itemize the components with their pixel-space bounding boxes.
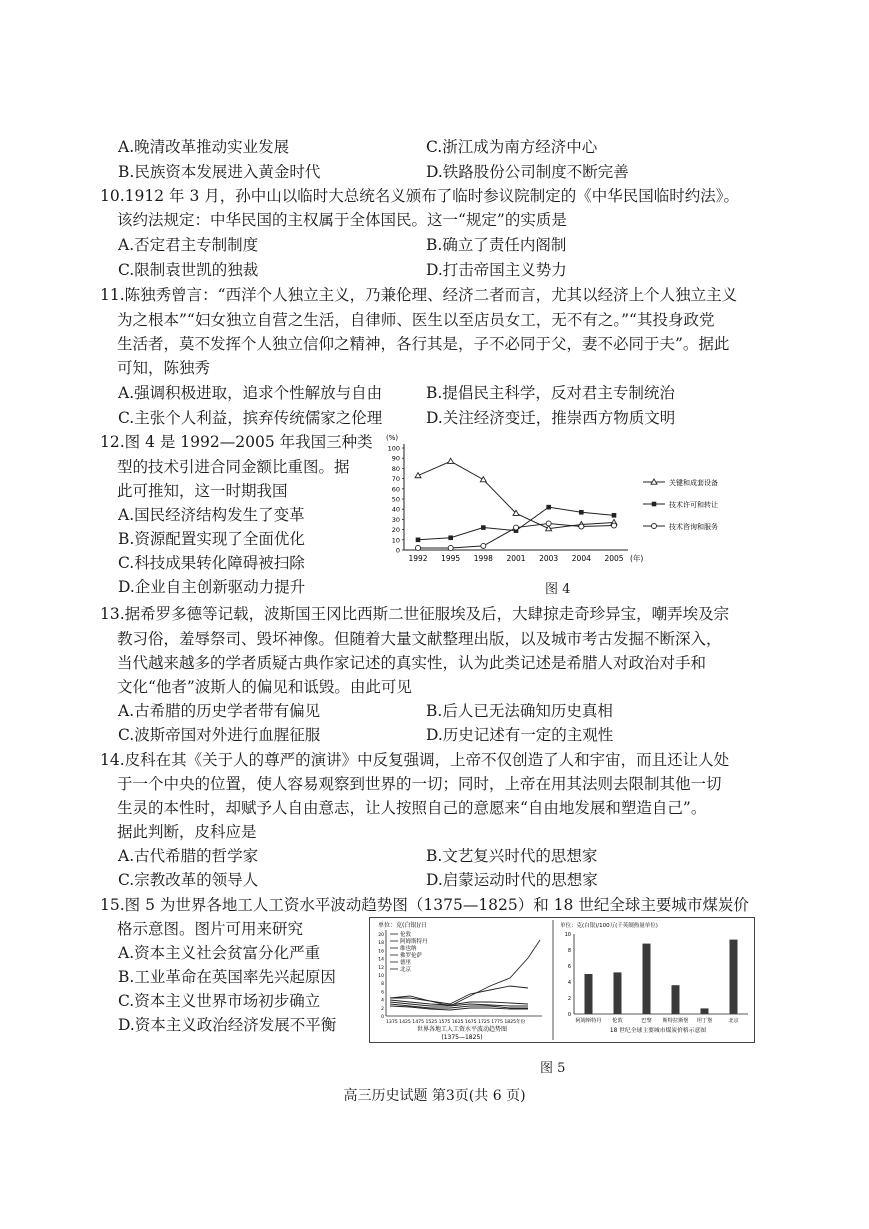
x-tick-label: 1995: [441, 554, 461, 563]
q10-stem-line-1: 10.1912 年 3 月，孙中山以临时大总统名义颁布了临时参议院制定的《中华民国临时约法》。: [100, 187, 739, 205]
fig5-left-y-tick: 10: [378, 974, 384, 979]
data-point-square: [579, 510, 584, 515]
figure-5-charts: [370, 918, 754, 1042]
fig5-left-y-tick: 18: [378, 941, 384, 947]
q11-option-a: A.强调积极进取，追求个性解放与自由: [118, 384, 383, 402]
fig5-city-label: 坦丁堡: [696, 1018, 713, 1024]
figure-4-caption: 图 4: [545, 582, 571, 597]
q12-option-d: D.企业自主创新驱动力提升: [118, 578, 306, 596]
data-point-triangle: [480, 477, 486, 482]
figure-5-caption: 图 5: [540, 1061, 566, 1076]
fig5-legend-label: 维也纳: [400, 946, 417, 952]
x-tick-label: 2003: [539, 554, 559, 563]
y-tick-label: 30: [391, 515, 400, 524]
y-tick-label: 90: [391, 454, 400, 463]
q13-option-a: A.古希腊的历史学者带有偏见: [118, 702, 321, 720]
data-point-circle: [612, 523, 617, 528]
fig5-left-y-tick: 0: [381, 1015, 384, 1020]
q12-stem-line-3: 此可推知，这一时期我国: [117, 482, 288, 500]
data-point-circle: [514, 525, 519, 530]
fig5-left-y-tick: 14: [378, 957, 384, 963]
q14-stem-line-4: 据此判断，皮科应是: [117, 823, 257, 841]
page-footer: 高三历史试题 第3页(共 6 页): [343, 1088, 526, 1104]
q9-option-a: A.晚清改革推动实业发展: [118, 138, 290, 156]
fig5-right-y-tick: 8: [567, 948, 571, 954]
fig5-right-y-tick: 2: [567, 996, 571, 1002]
fig5-left-caption: 世界各地工人工资水平波动趋势图: [416, 1026, 508, 1033]
q13-option-c: C.波斯帝国对外进行血腥征服: [118, 726, 321, 744]
y-tick-label: 70: [391, 475, 400, 484]
q13-option-b: B.后人已无法确知历史真相: [426, 702, 613, 720]
x-tick-label: 1998: [473, 554, 493, 563]
fig5-legend-label: 德里: [400, 960, 412, 966]
series-line: [418, 461, 614, 528]
fig5-right-y-tick: 6: [567, 964, 571, 970]
q11-stem-line-4: 可知，陈独秀: [117, 359, 211, 377]
q15-option-b: B.工业革命在英国率先兴起原因: [118, 968, 336, 986]
q14-stem-line-3: 生灵的本性时，却赋予人自由意志，让人按照自己的意愿来“自由地发展和塑造自己”。: [117, 799, 707, 817]
data-point-circle: [448, 545, 453, 550]
fig5-left-y-tick: 4: [381, 998, 384, 1004]
fig5-legend-label: 伦敦: [400, 932, 412, 938]
q13-option-d: D.历史记述有一定的主观性: [426, 726, 614, 744]
fig5-left-unit: 单位：克(白银)/日: [378, 922, 427, 929]
figure-4-line-chart: [378, 430, 758, 575]
fig5-left-y-tick: 12: [378, 965, 384, 971]
fig5-right-unit: 单位：克(白银)/100万(千英制热量单位): [560, 923, 658, 929]
q14-option-a: A.古代希腊的哲学家: [118, 847, 259, 865]
q10-stem-line-2: 该约法规定：中华民国的主权属于全体国民。这一“规定”的实质是: [117, 211, 567, 229]
q9-option-c: C.浙江成为南方经济中心: [426, 138, 598, 156]
y-tick-label: 40: [391, 505, 400, 514]
y-tick-label: 10: [391, 536, 400, 545]
q11-option-b: B.提倡民主科学，反对君主专制统治: [426, 384, 675, 402]
q10-option-a: A.否定君主专制制度: [118, 236, 259, 254]
data-point-square: [612, 513, 617, 518]
fig5-right-y-tick: 4: [567, 980, 571, 986]
fig5-legend-label: 北京: [400, 967, 412, 973]
q11-stem-line-3: 生活者，莫不发挥个人独立信仰之精神，各行其是，子不必同于父，妻不必同于夫”。据此: [117, 335, 730, 353]
data-point-triangle: [448, 458, 454, 463]
fig5-left-y-tick: 8: [381, 982, 384, 988]
q12-option-c: C.科技成果转化障碍被扫除: [118, 554, 305, 572]
q14-option-c: C.宗教改革的领导人: [118, 871, 259, 889]
x-tick-label: 2004: [571, 554, 591, 563]
fig5-right-caption: 18 世纪全球主要城市煤炭价格示意图: [609, 1028, 707, 1034]
fig5-coal-bar: [585, 974, 593, 1014]
fig5-left-y-tick: 2: [381, 1006, 384, 1012]
y-tick-label: 60: [391, 485, 400, 494]
legend-label: 技术咨询和服务: [669, 523, 718, 531]
data-point-square: [481, 525, 486, 530]
q14-option-d: D.启蒙运动时代的思想家: [426, 871, 598, 889]
fig5-left-y-tick: 6: [381, 990, 384, 996]
legend-label: 技术许可和转让: [669, 501, 718, 509]
y-tick-label: 0: [395, 546, 400, 555]
fig5-city-label: 斯特拉斯堡: [662, 1018, 689, 1024]
q15-option-c: C.资本主义世界市场初步确立: [118, 992, 321, 1010]
q12-option-b: B.资源配置实现了全面优化: [118, 530, 305, 548]
fig5-right-y-tick: 10: [564, 932, 571, 938]
q15-stem-line-1: 15.图 5 为世界各地工人工资水平波动趋势图（1375—1825）和 18 世纪全球主要城市煤炭价: [100, 896, 749, 914]
series-1: [415, 458, 617, 531]
fig5-right-y-tick: 0: [567, 1012, 571, 1018]
y-tick-label: 80: [391, 464, 400, 473]
x-tick-label: 1992: [408, 554, 428, 563]
q13-stem-line-3: 当代越来越多的学者质疑古典作家记述的真实性，认为此类记述是希腊人对政治对手和: [117, 654, 707, 672]
q12-stem-line-1: 12.图 4 是 1992—2005 年我国三种类: [100, 433, 373, 451]
data-point-square: [652, 502, 657, 507]
q15-option-a: A.资本主义社会贫富分化严重: [118, 944, 321, 962]
q13-stem-line-1: 13.据希罗多德等记载，波斯国王冈比西斯二世征服埃及后，大肆掠走奇珍异宝，嘲弄埃及宗: [100, 605, 730, 623]
fig5-left-y-tick: 16: [378, 949, 384, 955]
data-point-square: [416, 538, 421, 543]
q14-option-b: B.文艺复兴时代的思想家: [426, 847, 598, 865]
q10-option-c: C.限制袁世凯的独裁: [118, 261, 259, 279]
fig5-legend-label: 佛罗伦萨: [400, 953, 423, 959]
data-point-circle: [652, 524, 657, 529]
fig5-coal-bar: [643, 944, 651, 1014]
data-point-square: [448, 535, 453, 540]
fig5-city-label: 巴黎: [641, 1018, 652, 1024]
fig5-city-label: 伦敦: [612, 1018, 623, 1024]
q14-stem-line-1: 14.皮科在其《关于人的尊严的演讲》中反复强调，上帝不仅创造了人和宇宙，而且还让人处: [100, 751, 730, 769]
fig5-city-label: 北京: [728, 1018, 739, 1024]
x-tick-label: 2005: [604, 554, 624, 563]
q10-option-b: B.确立了责任内阁制: [426, 236, 567, 254]
q14-stem-line-2: 于一个中央的位置，使人容易观察到世界的一切；同时，上帝在用其法则去限制其他一切: [117, 775, 722, 793]
x-axis-unit-label: (年): [630, 554, 644, 563]
y-axis-unit-label: (%): [386, 434, 399, 442]
fig5-coal-bar: [701, 1008, 709, 1014]
data-point-circle: [579, 524, 584, 529]
q13-stem-line-2: 教习俗，羞辱祭司、毁坏神像。但随着大量文献整理出版，以及城市考古发掘不断深入，: [117, 630, 722, 648]
q15-stem-line-2: 格示意图。图片可用来研究: [117, 920, 304, 938]
fig5-coal-bar: [614, 972, 622, 1014]
q9-option-b: B.民族资本发展进入黄金时代: [118, 163, 321, 181]
x-tick-label: 2001: [506, 554, 526, 563]
fig5-left-y-tick: 20: [378, 933, 384, 938]
q11-stem-line-1: 11.陈独秀曾言：“西洋个人独立主义，乃兼伦理、经济二者而言，尤其以经济上个人独立主义: [100, 286, 738, 304]
q15-option-d: D.资本主义政治经济发展不平衡: [118, 1016, 337, 1034]
q12-stem-line-2: 型的技术引进合同金额比重图。据: [117, 458, 350, 476]
fig5-city-label: 阿姆斯特丹: [575, 1018, 602, 1024]
y-tick-label: 50: [391, 495, 400, 504]
series-3: [416, 521, 617, 550]
data-point-square: [546, 505, 551, 510]
fig5-coal-bar: [672, 985, 680, 1014]
q9-option-d: D.铁路股份公司制度不断完善: [426, 163, 629, 181]
q12-option-a: A.国民经济结构发生了变革: [118, 506, 305, 524]
y-tick-label: 20: [391, 526, 400, 535]
q10-option-d: D.打击帝国主义势力: [426, 261, 567, 279]
data-point-circle: [481, 543, 486, 548]
q11-option-d: D.关注经济变迁，推崇西方物质文明: [426, 409, 676, 427]
data-point-circle: [546, 521, 551, 526]
fig5-left-caption-years: (1375—1825): [441, 1034, 483, 1041]
data-point-circle: [416, 545, 421, 550]
figure-5-panel: [369, 917, 755, 1043]
legend-label: 关键和成套设备: [669, 479, 718, 487]
q13-stem-line-4: 文化“他者”波斯人的偏见和诋毁。由此可见: [117, 678, 412, 696]
y-tick-label: 100: [387, 444, 400, 453]
fig5-coal-bar: [730, 940, 738, 1014]
fig5-left-x-labels: 1375 1425 1475 1525 1575 1625 1675 1725 1775 1825年份: [386, 1020, 526, 1025]
q11-stem-line-2: 为之根本”“妇女独立自营之生活，自律师、医生以至店员女工，无不有之。”“其投身政党: [117, 311, 715, 329]
fig5-legend-label: 阿姆斯特丹: [400, 939, 428, 945]
q11-option-c: C.主张个人利益，摈弃传统儒家之伦理: [118, 409, 383, 427]
